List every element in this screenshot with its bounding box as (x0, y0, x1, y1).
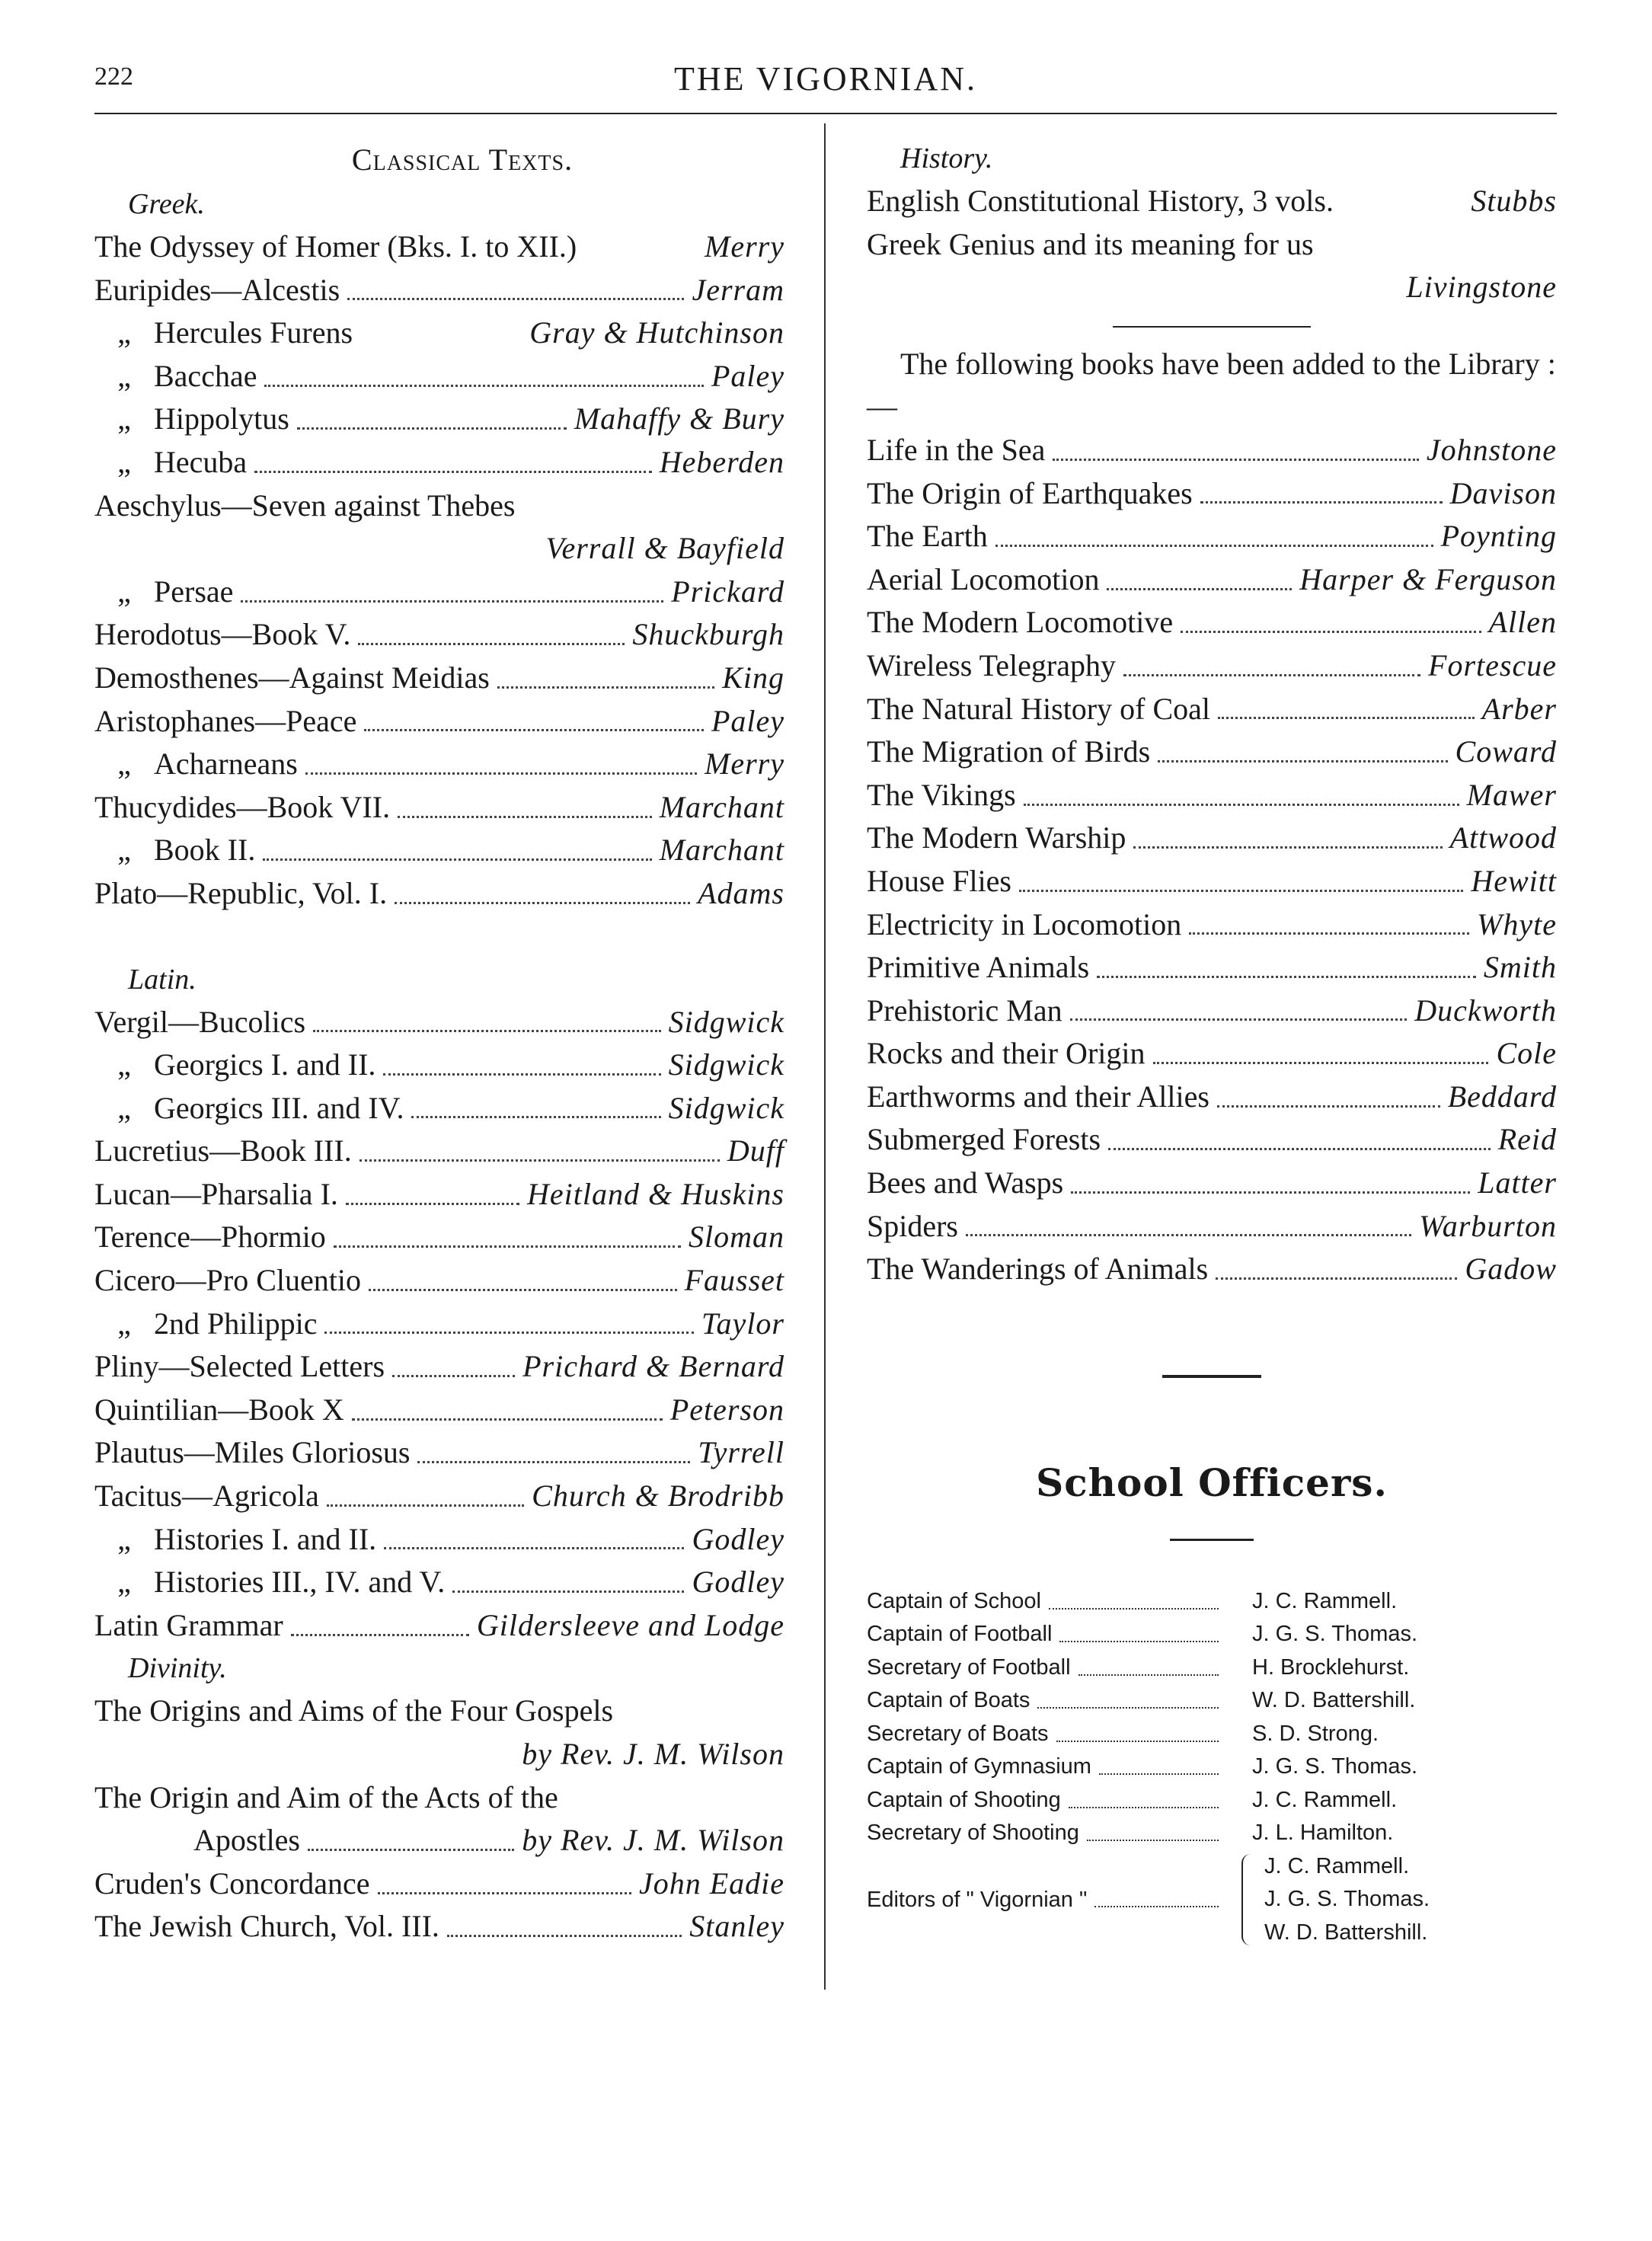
ditto-mark: „ (117, 315, 131, 350)
book-title-line (867, 946, 1089, 989)
book-entry (94, 872, 784, 916)
officer-holder: W. D. Battershill. (1252, 1688, 1416, 1713)
book-title-line (94, 1001, 305, 1044)
book-author: Heitland & Huskins (527, 1176, 784, 1211)
greek-label: Greek. (128, 188, 205, 220)
book-entry (94, 1518, 784, 1562)
officer-role: Secretary of Football (867, 1654, 1071, 1680)
book-author: Johnstone (1426, 432, 1557, 467)
book-title: Submerged Forests (867, 1122, 1101, 1157)
book-title: The Origin of Earthquakes (867, 475, 1193, 510)
ditto-mark: „ (117, 833, 131, 868)
book-title: Georgics I. and II. (154, 1047, 376, 1082)
book-title: Hercules Furens (154, 315, 353, 350)
book-author: Harper & Ferguson (1299, 561, 1557, 596)
book-entry (94, 1819, 784, 1862)
officer-holder: J. L. Hamilton. (1252, 1821, 1394, 1846)
book-title: Bees and Wasps (867, 1165, 1064, 1200)
classical-texts-heading: Classical Texts. (351, 142, 574, 177)
book-entry (867, 1118, 1557, 1162)
book-author: Marchant (659, 789, 784, 824)
book-entry (94, 225, 784, 269)
column-divider (824, 123, 826, 1990)
book-entry (94, 441, 784, 484)
book-title-line (867, 223, 1314, 267)
book-title-line (94, 571, 233, 614)
book-entry (94, 355, 784, 398)
book-author: Arber (1481, 691, 1557, 726)
book-author: Church & Brodribb (532, 1479, 784, 1514)
book-title-line (94, 225, 577, 269)
book-entry (867, 429, 1557, 472)
book-entry (867, 558, 1557, 602)
book-author: Fausset (684, 1263, 784, 1298)
book-entry (867, 989, 1557, 1033)
book-title: The Origins and Aims of the Four Gospels (94, 1693, 614, 1728)
ditto-mark: „ (117, 1306, 131, 1341)
book-entry (867, 774, 1557, 817)
officer-role: Captain of School (867, 1588, 1041, 1613)
book-entry (867, 180, 1557, 223)
book-title-line (94, 1173, 338, 1216)
ditto-mark: „ (117, 401, 131, 436)
book-author: Heberden (659, 444, 784, 479)
book-title: Demosthenes—Against Meidias (94, 660, 490, 695)
book-author: Merry (705, 229, 784, 264)
editors-role: Editors of " Vigornian " (867, 1887, 1088, 1912)
ditto-mark: „ (117, 746, 131, 782)
book-title-line (867, 180, 1334, 223)
book-entry (94, 1431, 784, 1475)
book-author: Godley (692, 1565, 784, 1600)
book-title-line (94, 1475, 319, 1518)
book-entry (867, 515, 1557, 558)
book-title: Euripides—Alcestis (94, 272, 340, 307)
book-author: Paley (711, 703, 784, 738)
book-entry (94, 1173, 784, 1216)
book-author: Gray & Hutchinson (529, 315, 784, 350)
book-author: Hewitt (1471, 863, 1557, 898)
officer-row (867, 1817, 1557, 1850)
book-entry (94, 1130, 784, 1173)
book-title-line (867, 1118, 1101, 1162)
book-entry (94, 1905, 784, 1948)
officer-holder: S. D. Strong. (1252, 1721, 1379, 1746)
book-title: Histories III., IV. and V. (154, 1565, 446, 1600)
book-title: The Vikings (867, 777, 1016, 812)
book-author: Mahaffy & Bury (574, 401, 784, 436)
book-title: The Jewish Church, Vol. III. (94, 1909, 439, 1944)
book-entry (94, 786, 784, 830)
officer-row (867, 1750, 1557, 1784)
book-author: Merry (705, 746, 784, 782)
book-title: Life in the Sea (867, 432, 1046, 467)
book-title-line (867, 1076, 1209, 1119)
officer-holder: H. Brocklehurst. (1252, 1654, 1410, 1680)
officer-row (867, 1651, 1557, 1685)
book-entry (94, 613, 784, 657)
book-author: Stubbs (1471, 184, 1557, 218)
book-title: Histories I. and II. (154, 1521, 377, 1556)
book-entry (867, 730, 1557, 774)
latin-book-list (94, 1001, 784, 1648)
ditto-mark: „ (117, 444, 131, 479)
book-title-line (94, 398, 289, 441)
officer-role: Secretary of Shooting (867, 1821, 1079, 1846)
book-title: Aeschylus—Seven against Thebes (94, 488, 516, 523)
book-title-line (867, 515, 988, 558)
running-title: THE VIGORNIAN. (673, 60, 978, 98)
book-title: The Natural History of Coal (867, 691, 1210, 726)
book-title: Hippolytus (154, 401, 289, 436)
book-title-line (867, 1248, 1208, 1291)
book-entry (94, 1561, 784, 1604)
book-title: Georgics III. and IV. (154, 1090, 404, 1125)
book-title-line (94, 829, 255, 872)
book-author: Fortescue (1428, 647, 1557, 683)
book-title-line (94, 269, 340, 312)
book-title: The Modern Locomotive (867, 605, 1174, 640)
officer-row (867, 1718, 1557, 1751)
page-number: 222 (94, 62, 133, 91)
book-title-line (94, 1216, 326, 1259)
library-book-list (867, 429, 1557, 1291)
officer-holder: J. G. S. Thomas. (1252, 1754, 1418, 1779)
book-entry (94, 269, 784, 312)
ditto-mark: „ (117, 1047, 131, 1082)
book-title-line (94, 355, 257, 398)
book-title-line (867, 429, 1045, 472)
divinity-label: Divinity. (128, 1652, 227, 1685)
book-entry (94, 1216, 784, 1259)
book-title-line (867, 472, 1193, 516)
book-title: Prehistoric Man (867, 993, 1062, 1028)
book-entry (867, 946, 1557, 989)
book-title: Hecuba (154, 444, 248, 479)
book-entry (94, 1259, 784, 1303)
book-entry (867, 1248, 1557, 1291)
book-title-line (94, 1130, 352, 1173)
book-entry (94, 1345, 784, 1389)
book-entry (867, 1205, 1557, 1248)
book-entry (94, 1001, 784, 1044)
officer-role: Secretary of Boats (867, 1721, 1049, 1746)
book-title: Earthworms and their Allies (867, 1079, 1209, 1114)
officers-list (867, 1585, 1557, 1850)
book-entry (94, 657, 784, 700)
book-title: Cicero—Pro Cluentio (94, 1263, 361, 1298)
book-title: Cruden's Concordance (94, 1865, 370, 1901)
book-entry (94, 743, 784, 786)
book-entry (867, 903, 1557, 947)
book-title-line (867, 774, 1016, 817)
book-author: Davison (1449, 475, 1557, 510)
book-title: Electricity in Locomotion (867, 906, 1182, 941)
book-title-line (94, 1819, 300, 1862)
book-title-line (94, 1518, 376, 1562)
book-entry (867, 266, 1557, 309)
book-entry (867, 223, 1557, 267)
book-title: Apostles (193, 1823, 300, 1858)
officer-role: Captain of Football (867, 1622, 1053, 1647)
book-title: Herodotus—Book V. (94, 617, 351, 652)
book-entry (94, 571, 784, 614)
book-title: Lucretius—Book III. (94, 1133, 352, 1168)
officer-row (867, 1784, 1557, 1817)
book-title-line (94, 1690, 613, 1733)
officer-row (867, 1618, 1557, 1651)
book-author: Sidgwick (668, 1047, 784, 1082)
book-title-line (867, 1205, 958, 1248)
book-entry (867, 860, 1557, 903)
book-title-line (94, 1389, 344, 1432)
book-author: Gadow (1465, 1252, 1557, 1287)
book-title: Spiders (867, 1208, 958, 1243)
book-title-line (94, 484, 515, 528)
history-label: History. (900, 142, 993, 174)
book-title: Primitive Animals (867, 950, 1090, 985)
book-title-line (867, 1032, 1146, 1076)
school-officers-title: School Officers. (1036, 1459, 1388, 1505)
book-title: Vergil—Bucolics (94, 1004, 306, 1039)
book-author: by Rev. J. M. Wilson (522, 1823, 784, 1858)
editor-name: J. G. S. Thomas. (1264, 1887, 1430, 1912)
book-author: Duckworth (1414, 993, 1557, 1028)
divinity-book-list (94, 1690, 784, 1948)
book-entry (867, 644, 1557, 688)
book-entry (94, 1862, 784, 1906)
book-title: Rocks and their Origin (867, 1036, 1146, 1071)
ditto-mark: „ (117, 1090, 131, 1125)
book-author: Paley (711, 358, 784, 393)
book-entry (94, 1776, 784, 1820)
book-title: The Modern Warship (867, 820, 1126, 855)
book-author: Attwood (1449, 820, 1557, 855)
book-title: The Odyssey of Homer (Bks. I. to XII.) (94, 229, 577, 264)
book-author: Poynting (1440, 519, 1557, 554)
book-author: Sidgwick (668, 1004, 784, 1039)
library-intro: The following books have been added to the Library :— (867, 346, 1556, 424)
officer-row (867, 1585, 1557, 1619)
book-title-line (867, 1162, 1063, 1205)
book-title-line (94, 1776, 558, 1820)
book-author: Coward (1455, 734, 1557, 769)
book-author: Stanley (689, 1909, 784, 1944)
book-author: Whyte (1477, 906, 1557, 941)
book-author: Tyrrell (698, 1435, 784, 1470)
book-entry (94, 312, 784, 355)
book-title: Wireless Telegraphy (867, 647, 1116, 683)
book-entry (867, 1032, 1557, 1076)
history-book-list (867, 180, 1557, 309)
book-title-line (94, 700, 356, 743)
book-author: Livingstone (1406, 270, 1557, 305)
officer-role: Captain of Boats (867, 1688, 1031, 1713)
book-title: Pliny—Selected Letters (94, 1349, 385, 1384)
book-title-line (867, 644, 1116, 688)
book-title-line (867, 688, 1210, 731)
book-title-line (867, 601, 1173, 644)
book-title-line (867, 860, 1011, 903)
book-title: Quintilian—Book X (94, 1392, 344, 1427)
book-entry (94, 1475, 784, 1518)
book-title: Lucan—Pharsalia I. (94, 1176, 338, 1211)
book-title: The Migration of Birds (867, 734, 1151, 769)
book-entry (94, 829, 784, 872)
book-author: Prickard (671, 574, 784, 609)
book-entry (867, 472, 1557, 516)
latin-label: Latin. (128, 963, 197, 996)
book-author: Latter (1478, 1165, 1557, 1200)
right-column (867, 137, 1557, 1949)
book-author: Warburton (1419, 1208, 1557, 1243)
book-author: Beddard (1447, 1079, 1557, 1114)
editor-name: J. C. Rammell. (1264, 1853, 1410, 1878)
book-author: Marchant (659, 833, 784, 868)
book-title-line (94, 657, 490, 700)
book-author: Sloman (689, 1220, 784, 1255)
book-author: Godley (692, 1521, 784, 1556)
book-title: English Constitutional History, 3 vols. (867, 184, 1334, 218)
book-entry (94, 527, 784, 571)
book-title-line (94, 1345, 385, 1389)
book-author: Verrall & Bayfield (545, 531, 784, 566)
book-author: Gildersleeve and Lodge (476, 1607, 784, 1642)
book-entry (867, 817, 1557, 860)
editor-name: W. D. Battershill. (1264, 1920, 1428, 1945)
book-author: Reid (1497, 1122, 1557, 1157)
book-title: Thucydides—Book VII. (94, 789, 391, 824)
book-author: King (722, 660, 784, 695)
book-author: Shuckburgh (632, 617, 784, 652)
book-entry (94, 1604, 784, 1648)
book-title-line (867, 730, 1150, 774)
book-entry (94, 1087, 784, 1130)
brace-icon (1241, 1854, 1254, 1945)
book-entry (94, 700, 784, 743)
book-title-line (94, 786, 390, 830)
book-title: Bacchae (154, 358, 257, 393)
book-title: Latin Grammar (94, 1607, 283, 1642)
ditto-mark: „ (117, 1521, 131, 1556)
ditto-mark: „ (117, 1565, 131, 1600)
book-entry (867, 1076, 1557, 1119)
book-author: Duff (727, 1133, 784, 1168)
book-title-line (867, 989, 1062, 1033)
officer-holder: J. G. S. Thomas. (1252, 1622, 1418, 1647)
book-entry (867, 1162, 1557, 1205)
book-title-line (94, 1087, 404, 1130)
book-author: Cole (1496, 1036, 1557, 1071)
officer-holder: J. C. Rammell. (1252, 1787, 1398, 1812)
book-title-line (867, 558, 1099, 602)
book-author: Mawer (1466, 777, 1557, 812)
book-title-line (94, 1862, 370, 1906)
book-author: Peterson (669, 1392, 784, 1427)
book-title: Plautus—Miles Gloriosus (94, 1435, 411, 1470)
book-title: 2nd Philippic (154, 1306, 318, 1341)
book-title: Tacitus—Agricola (94, 1479, 319, 1514)
book-title: House Flies (867, 863, 1011, 898)
book-entry (94, 1389, 784, 1432)
book-entry (94, 1733, 784, 1776)
book-title: The Earth (867, 519, 988, 554)
book-title: Aerial Locomotion (867, 561, 1100, 596)
editors-row (867, 1850, 1557, 1950)
greek-book-list (94, 225, 784, 916)
book-title: Persae (154, 574, 234, 609)
officer-holder: J. C. Rammell. (1252, 1588, 1398, 1613)
officer-row (867, 1684, 1557, 1718)
left-column (94, 137, 784, 1948)
book-title: Terence—Phormio (94, 1220, 326, 1255)
book-title: Acharneans (154, 746, 298, 782)
book-title-line (94, 312, 353, 355)
book-entry (94, 398, 784, 441)
book-title-line (867, 817, 1126, 860)
book-title: Greek Genius and its meaning for us (867, 226, 1314, 261)
book-title-line (867, 903, 1181, 947)
book-title-line (94, 1905, 439, 1948)
book-author: Jerram (692, 272, 784, 307)
book-title: Book II. (154, 833, 256, 868)
page-header (94, 59, 1557, 114)
book-author: Smith (1483, 950, 1557, 985)
book-entry (94, 1044, 784, 1087)
book-title: Aristophanes—Peace (94, 703, 357, 738)
book-title-line (94, 1259, 361, 1303)
book-title: The Origin and Aim of the Acts of the (94, 1779, 558, 1814)
book-author: John Eadie (638, 1865, 784, 1901)
book-title-line (94, 613, 350, 657)
book-title: The Wanderings of Animals (867, 1252, 1209, 1287)
book-author: Taylor (701, 1306, 784, 1341)
book-title-line (94, 1431, 410, 1475)
officer-role: Captain of Gymnasium (867, 1754, 1091, 1779)
book-title-line (94, 1604, 283, 1648)
book-author: Adams (698, 875, 784, 910)
book-title-line (94, 1561, 445, 1604)
book-title-line (94, 1303, 317, 1346)
book-author: Prichard & Bernard (522, 1349, 784, 1384)
officer-role: Captain of Shooting (867, 1787, 1061, 1812)
book-title-line (94, 743, 298, 786)
book-author: by Rev. J. M. Wilson (522, 1737, 784, 1771)
ditto-mark: „ (117, 358, 131, 393)
book-entry (94, 1690, 784, 1733)
ditto-mark: „ (117, 574, 131, 609)
book-title-line (94, 872, 387, 916)
book-entry (94, 484, 784, 528)
book-entry (94, 1303, 784, 1346)
book-author: Sidgwick (668, 1090, 784, 1125)
book-entry (867, 688, 1557, 731)
book-title: Plato—Republic, Vol. I. (94, 875, 388, 910)
section-divider (1113, 326, 1311, 328)
book-title-line (94, 1044, 375, 1087)
book-entry (867, 601, 1557, 644)
book-author: Allen (1488, 605, 1557, 640)
book-title-line (94, 441, 247, 484)
